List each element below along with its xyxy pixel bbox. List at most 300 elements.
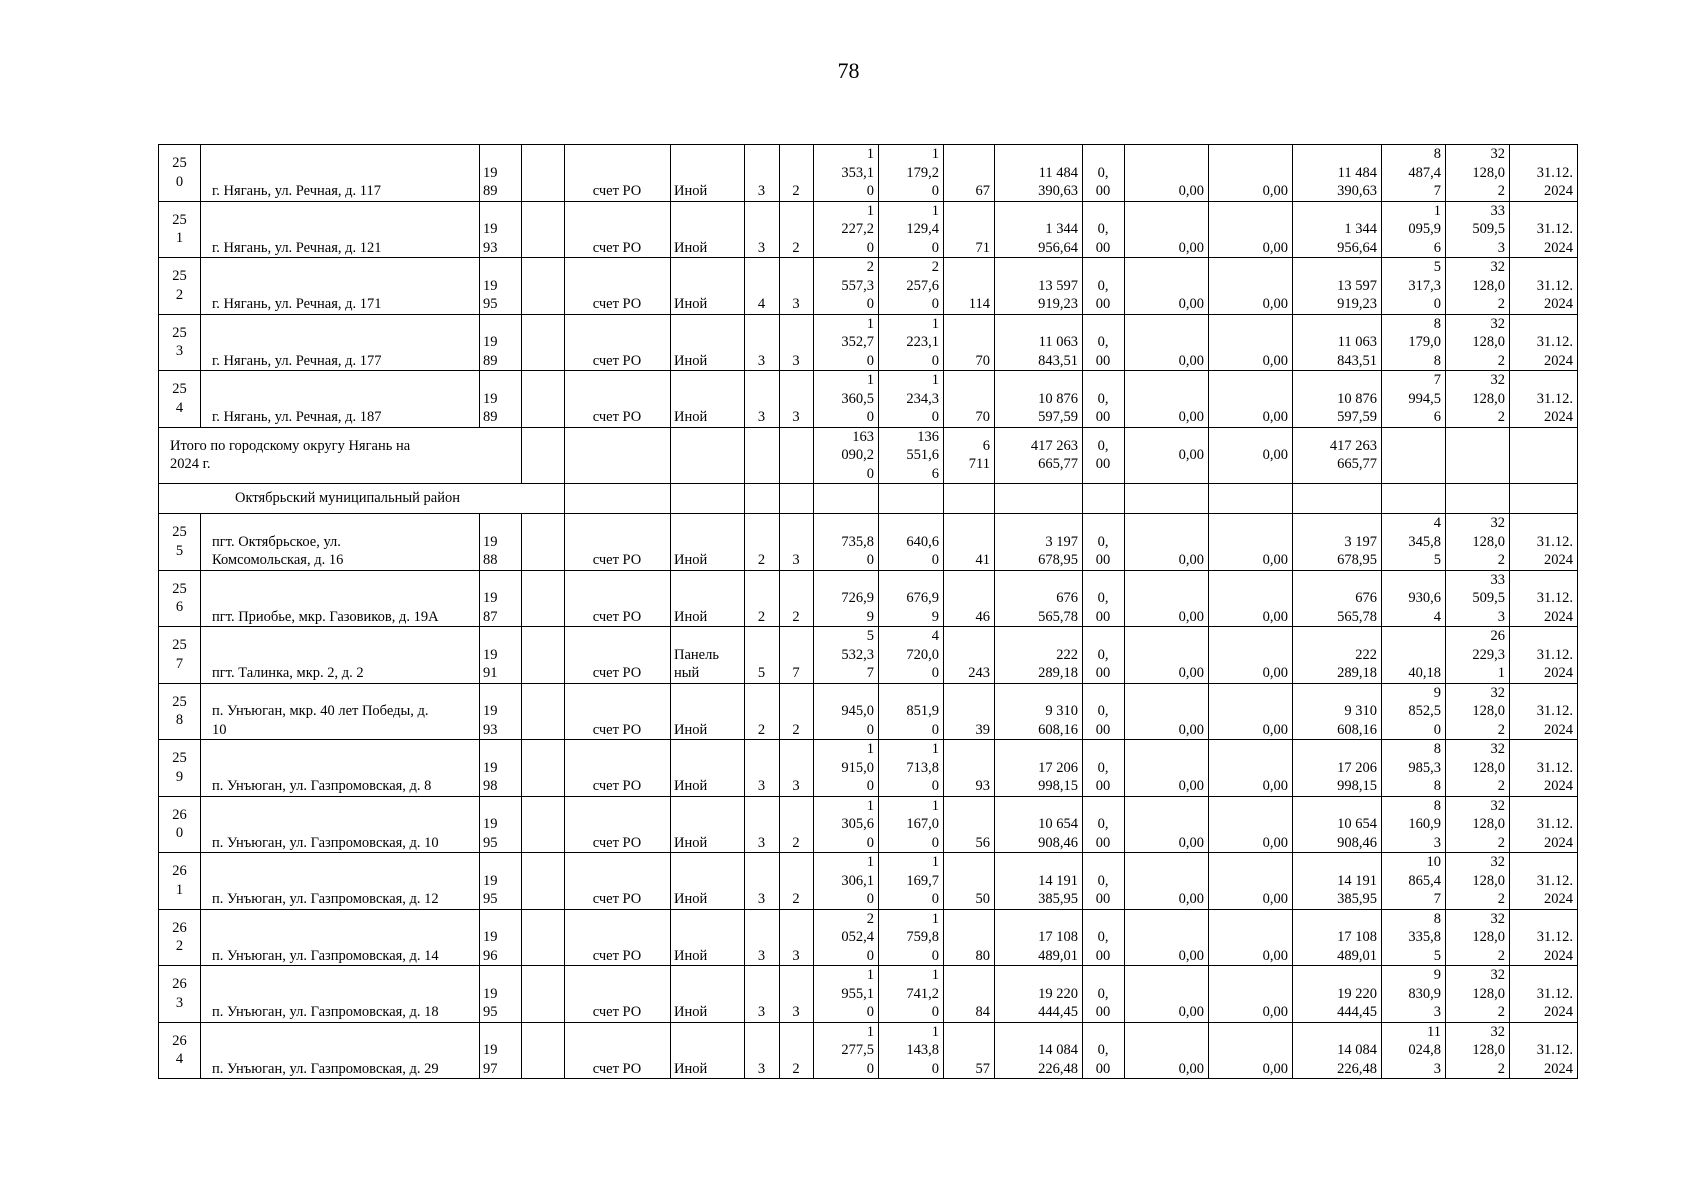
total-c12: 0, 00 [1083, 427, 1125, 484]
table-row [159, 371, 1578, 428]
cell-date: 31.12. 2024 [1510, 909, 1578, 966]
cell-unit: 4 345,8 5 [1382, 514, 1446, 571]
cell-fund: счет РО [565, 258, 671, 315]
cell-c12: 0, 00 [1083, 1022, 1125, 1079]
cell-cost2: 222 289,18 [1293, 627, 1382, 684]
cell-people: 70 [944, 314, 995, 371]
cell-mat: Иной [671, 201, 745, 258]
cell-limit: 32 128,0 2 [1446, 966, 1510, 1023]
cell-fund: счет РО [565, 314, 671, 371]
cell-people: 80 [944, 909, 995, 966]
cell-year: 19 95 [480, 258, 522, 315]
cell-limit: 32 128,0 2 [1446, 683, 1510, 740]
table-row [159, 966, 1578, 1023]
cell-unit: 8 179,0 8 [1382, 314, 1446, 371]
cell-mat: Иной [671, 796, 745, 853]
cell-ent: 2 [780, 853, 814, 910]
cell-mat: Иной [671, 514, 745, 571]
cell-limit: 32 128,0 2 [1446, 909, 1510, 966]
table-body-total [159, 427, 1578, 514]
cell-date: 31.12. 2024 [1510, 258, 1578, 315]
cell-floors: 3 [745, 201, 780, 258]
cell-unit: 8 160,9 3 [1382, 796, 1446, 853]
cell-c14: 0,00 [1209, 909, 1293, 966]
cell-addr: пгт. Приобье, мкр. Газовиков, д. 19А [201, 570, 480, 627]
cell-area2: 1 223,1 0 [879, 314, 944, 371]
cell-mat: Иной [671, 683, 745, 740]
table-row [159, 570, 1578, 627]
cell-area: 2 557,3 0 [814, 258, 879, 315]
cell-c3 [522, 627, 565, 684]
table-row [159, 514, 1578, 571]
cell-num: 26 4 [159, 1022, 201, 1079]
cell-area: 735,8 0 [814, 514, 879, 571]
cell-c13: 0,00 [1125, 627, 1209, 684]
cell-addr: пгт. Талинка, мкр. 2, д. 2 [201, 627, 480, 684]
cell-floors: 5 [745, 627, 780, 684]
cell-addr: п. Унъюган, ул. Газпромовская, д. 12 [201, 853, 480, 910]
total-cost2: 417 263 665,77 [1293, 427, 1382, 484]
cell-area: 1 277,5 0 [814, 1022, 879, 1079]
cell-num: 26 3 [159, 966, 201, 1023]
cell-date: 31.12. 2024 [1510, 796, 1578, 853]
cell-c3 [522, 740, 565, 797]
cell-fund: счет РО [565, 796, 671, 853]
cell-limit: 32 128,0 2 [1446, 371, 1510, 428]
cell-c14: 0,00 [1209, 570, 1293, 627]
cell-date: 31.12. 2024 [1510, 740, 1578, 797]
table-row [159, 683, 1578, 740]
cell-area2: 1 759,8 0 [879, 909, 944, 966]
cell-area2: 1 179,2 0 [879, 145, 944, 202]
cell-area2: 640,6 0 [879, 514, 944, 571]
cell-area2: 676,9 9 [879, 570, 944, 627]
total-people: 6 711 [944, 427, 995, 484]
cell-c12: 0, 00 [1083, 853, 1125, 910]
cell-area2: 1 234,3 0 [879, 371, 944, 428]
cell-year: 19 95 [480, 796, 522, 853]
cell-date: 31.12. 2024 [1510, 966, 1578, 1023]
cell-cost2: 676 565,78 [1293, 570, 1382, 627]
cell-cost: 11 063 843,51 [995, 314, 1083, 371]
cell-c14: 0,00 [1209, 145, 1293, 202]
cell-c3 [522, 570, 565, 627]
cell-c14: 0,00 [1209, 853, 1293, 910]
cell-fund: счет РО [565, 909, 671, 966]
cell-area2: 1 169,7 0 [879, 853, 944, 910]
table-body-a [159, 145, 1578, 428]
cell-cost2: 3 197 678,95 [1293, 514, 1382, 571]
cell-c3 [522, 145, 565, 202]
cell-num: 25 4 [159, 371, 201, 428]
cell-people: 50 [944, 853, 995, 910]
cell-floors: 3 [745, 1022, 780, 1079]
total-area2: 136 551,6 6 [879, 427, 944, 484]
cell-people: 41 [944, 514, 995, 571]
cell-mat: Панель ный [671, 627, 745, 684]
cell-addr: п. Унъюган, ул. Газпромовская, д. 18 [201, 966, 480, 1023]
cell-area: 1 305,6 0 [814, 796, 879, 853]
cell-ent: 3 [780, 740, 814, 797]
cell-date: 31.12. 2024 [1510, 201, 1578, 258]
cell-year: 19 93 [480, 201, 522, 258]
cell-cost: 19 220 444,45 [995, 966, 1083, 1023]
cell-floors: 3 [745, 853, 780, 910]
cell-area2: 1 167,0 0 [879, 796, 944, 853]
cell-ent: 2 [780, 201, 814, 258]
cell-addr: п. Унъюган, ул. Газпромовская, д. 14 [201, 909, 480, 966]
cell-cost: 10 876 597,59 [995, 371, 1083, 428]
cell-date: 31.12. 2024 [1510, 627, 1578, 684]
table-body-b [159, 514, 1578, 1079]
cell-num: 26 2 [159, 909, 201, 966]
cell-mat: Иной [671, 909, 745, 966]
cell-fund: счет РО [565, 853, 671, 910]
cell-unit: 8 487,4 7 [1382, 145, 1446, 202]
total-c14: 0,00 [1209, 427, 1293, 484]
cell-c13: 0,00 [1125, 966, 1209, 1023]
cell-limit: 32 128,0 2 [1446, 853, 1510, 910]
table-row [159, 145, 1578, 202]
cell-floors: 2 [745, 683, 780, 740]
cell-ent: 3 [780, 371, 814, 428]
cell-mat: Иной [671, 740, 745, 797]
cell-c3 [522, 258, 565, 315]
cell-ent: 2 [780, 796, 814, 853]
cell-cost: 1 344 956,64 [995, 201, 1083, 258]
cell-cost: 17 108 489,01 [995, 909, 1083, 966]
cell-ent: 3 [780, 966, 814, 1023]
cell-mat: Иной [671, 314, 745, 371]
cell-fund: счет РО [565, 514, 671, 571]
cell-unit: 7 994,5 6 [1382, 371, 1446, 428]
total-label: Итого по городскому округу Нягань на 2024 г. [159, 427, 522, 484]
cell-date: 31.12. 2024 [1510, 570, 1578, 627]
cell-c12: 0, 00 [1083, 796, 1125, 853]
cell-c13: 0,00 [1125, 314, 1209, 371]
cell-limit: 32 128,0 2 [1446, 796, 1510, 853]
cell-ent: 2 [780, 570, 814, 627]
cell-year: 19 87 [480, 570, 522, 627]
cell-c12: 0, 00 [1083, 966, 1125, 1023]
cell-ent: 2 [780, 1022, 814, 1079]
section-row [159, 484, 1578, 514]
cell-c12: 0, 00 [1083, 627, 1125, 684]
cell-cost2: 11 484 390,63 [1293, 145, 1382, 202]
cell-mat: Иной [671, 145, 745, 202]
cell-c3 [522, 966, 565, 1023]
cell-c13: 0,00 [1125, 514, 1209, 571]
cell-floors: 2 [745, 570, 780, 627]
cell-num: 25 0 [159, 145, 201, 202]
cell-num: 25 8 [159, 683, 201, 740]
cell-people: 46 [944, 570, 995, 627]
cell-c14: 0,00 [1209, 371, 1293, 428]
cell-c13: 0,00 [1125, 201, 1209, 258]
cell-addr: п. Унъюган, ул. Газпромовская, д. 8 [201, 740, 480, 797]
cell-num: 25 6 [159, 570, 201, 627]
cell-c3 [522, 796, 565, 853]
cell-area: 1 352,7 0 [814, 314, 879, 371]
cell-addr: г. Нягань, ул. Речная, д. 177 [201, 314, 480, 371]
cell-area2: 1 741,2 0 [879, 966, 944, 1023]
cell-floors: 2 [745, 514, 780, 571]
cell-unit: 9 852,5 0 [1382, 683, 1446, 740]
cell-area2: 851,9 0 [879, 683, 944, 740]
cell-fund: счет РО [565, 683, 671, 740]
cell-date: 31.12. 2024 [1510, 145, 1578, 202]
cell-c13: 0,00 [1125, 909, 1209, 966]
cell-num: 26 0 [159, 796, 201, 853]
cell-limit: 33 509,5 3 [1446, 570, 1510, 627]
cell-year: 19 88 [480, 514, 522, 571]
cell-addr: п. Унъюган, ул. Газпромовская, д. 10 [201, 796, 480, 853]
cell-area: 1 955,1 0 [814, 966, 879, 1023]
cell-cost2: 17 206 998,15 [1293, 740, 1382, 797]
cell-area: 1 360,5 0 [814, 371, 879, 428]
cell-c12: 0, 00 [1083, 570, 1125, 627]
cell-limit: 32 128,0 2 [1446, 258, 1510, 315]
cell-fund: счет РО [565, 627, 671, 684]
cell-c13: 0,00 [1125, 371, 1209, 428]
page-number: 78 [837, 58, 860, 83]
cell-area: 726,9 9 [814, 570, 879, 627]
total-c13: 0,00 [1125, 427, 1209, 484]
cell-addr: пгт. Октябрьское, ул. Комсомольская, д. 16 [201, 514, 480, 571]
cell-c13: 0,00 [1125, 796, 1209, 853]
cell-c12: 0, 00 [1083, 201, 1125, 258]
cell-c3 [522, 1022, 565, 1079]
cell-c13: 0,00 [1125, 853, 1209, 910]
cell-c13: 0,00 [1125, 258, 1209, 315]
cell-people: 67 [944, 145, 995, 202]
cell-floors: 3 [745, 314, 780, 371]
table-row [159, 740, 1578, 797]
cell-c12: 0, 00 [1083, 514, 1125, 571]
cell-cost: 222 289,18 [995, 627, 1083, 684]
cell-unit: 930,6 4 [1382, 570, 1446, 627]
cell-cost2: 19 220 444,45 [1293, 966, 1382, 1023]
cell-c3 [522, 909, 565, 966]
cell-cost2: 14 084 226,48 [1293, 1022, 1382, 1079]
table-row [159, 909, 1578, 966]
cell-year: 19 89 [480, 371, 522, 428]
total-row [159, 427, 1578, 484]
total-area: 163 090,2 0 [814, 427, 879, 484]
cell-date: 31.12. 2024 [1510, 514, 1578, 571]
cell-people: 57 [944, 1022, 995, 1079]
cell-c12: 0, 00 [1083, 909, 1125, 966]
cell-num: 25 1 [159, 201, 201, 258]
cell-c14: 0,00 [1209, 514, 1293, 571]
cell-c13: 0,00 [1125, 683, 1209, 740]
cell-year: 19 89 [480, 314, 522, 371]
cell-c3 [522, 853, 565, 910]
cell-area: 5 532,3 7 [814, 627, 879, 684]
cell-cost2: 9 310 608,16 [1293, 683, 1382, 740]
cell-c14: 0,00 [1209, 683, 1293, 740]
cell-ent: 3 [780, 258, 814, 315]
cell-area2: 2 257,6 0 [879, 258, 944, 315]
cell-c13: 0,00 [1125, 570, 1209, 627]
cell-ent: 3 [780, 514, 814, 571]
cell-people: 70 [944, 371, 995, 428]
cell-limit: 32 128,0 2 [1446, 1022, 1510, 1079]
cell-c14: 0,00 [1209, 1022, 1293, 1079]
total-cost: 417 263 665,77 [995, 427, 1083, 484]
cell-unit: 8 985,3 8 [1382, 740, 1446, 797]
cell-year: 19 95 [480, 966, 522, 1023]
cell-cost2: 1 344 956,64 [1293, 201, 1382, 258]
cell-floors: 3 [745, 740, 780, 797]
table-row [159, 627, 1578, 684]
cell-cost: 13 597 919,23 [995, 258, 1083, 315]
cell-addr: г. Нягань, ул. Речная, д. 121 [201, 201, 480, 258]
cell-cost2: 10 876 597,59 [1293, 371, 1382, 428]
section-label: Октябрьский муниципальный район [159, 484, 565, 514]
cell-addr: г. Нягань, ул. Речная, д. 117 [201, 145, 480, 202]
table-row [159, 201, 1578, 258]
cell-year: 19 97 [480, 1022, 522, 1079]
cell-year: 19 89 [480, 145, 522, 202]
cell-unit: 10 865,4 7 [1382, 853, 1446, 910]
table-row [159, 1022, 1578, 1079]
cell-mat: Иной [671, 371, 745, 428]
cell-area2: 4 720,0 0 [879, 627, 944, 684]
cell-fund: счет РО [565, 740, 671, 797]
cell-c3 [522, 371, 565, 428]
cell-ent: 2 [780, 683, 814, 740]
cell-people: 93 [944, 740, 995, 797]
cell-date: 31.12. 2024 [1510, 314, 1578, 371]
cell-c13: 0,00 [1125, 1022, 1209, 1079]
cell-limit: 26 229,3 1 [1446, 627, 1510, 684]
cell-floors: 3 [745, 371, 780, 428]
cell-c12: 0, 00 [1083, 740, 1125, 797]
table-row [159, 796, 1578, 853]
cell-c12: 0, 00 [1083, 314, 1125, 371]
cell-c14: 0,00 [1209, 796, 1293, 853]
cell-area: 1 915,0 0 [814, 740, 879, 797]
cell-ent: 7 [780, 627, 814, 684]
cell-limit: 32 128,0 2 [1446, 514, 1510, 571]
cell-area: 2 052,4 0 [814, 909, 879, 966]
cell-unit: 5 317,3 0 [1382, 258, 1446, 315]
cell-c14: 0,00 [1209, 627, 1293, 684]
cell-people: 71 [944, 201, 995, 258]
cell-cost2: 14 191 385,95 [1293, 853, 1382, 910]
cell-fund: счет РО [565, 1022, 671, 1079]
cell-area2: 1 143,8 0 [879, 1022, 944, 1079]
table-row [159, 853, 1578, 910]
cell-c14: 0,00 [1209, 740, 1293, 797]
cell-c14: 0,00 [1209, 966, 1293, 1023]
cell-mat: Иной [671, 1022, 745, 1079]
cell-cost: 676 565,78 [995, 570, 1083, 627]
cell-addr: п. Унъюган, мкр. 40 лет Победы, д. 10 [201, 683, 480, 740]
cell-mat: Иной [671, 966, 745, 1023]
cell-num: 25 7 [159, 627, 201, 684]
cell-area2: 1 713,8 0 [879, 740, 944, 797]
cell-area: 1 353,1 0 [814, 145, 879, 202]
cell-floors: 3 [745, 966, 780, 1023]
cell-fund: счет РО [565, 145, 671, 202]
cell-year: 19 96 [480, 909, 522, 966]
cell-c3 [522, 314, 565, 371]
cell-people: 114 [944, 258, 995, 315]
cell-unit: 1 095,9 6 [1382, 201, 1446, 258]
cell-date: 31.12. 2024 [1510, 1022, 1578, 1079]
cell-cost: 14 084 226,48 [995, 1022, 1083, 1079]
cell-unit: 40,18 [1382, 627, 1446, 684]
cell-floors: 4 [745, 258, 780, 315]
cell-cost2: 17 108 489,01 [1293, 909, 1382, 966]
cell-floors: 3 [745, 796, 780, 853]
cell-fund: счет РО [565, 966, 671, 1023]
cell-cost: 9 310 608,16 [995, 683, 1083, 740]
cell-num: 25 9 [159, 740, 201, 797]
cell-limit: 32 128,0 2 [1446, 314, 1510, 371]
cell-c12: 0, 00 [1083, 371, 1125, 428]
cell-fund: счет РО [565, 201, 671, 258]
program-table [158, 144, 1578, 1079]
cell-date: 31.12. 2024 [1510, 853, 1578, 910]
cell-people: 56 [944, 796, 995, 853]
cell-num: 25 3 [159, 314, 201, 371]
cell-unit: 9 830,9 3 [1382, 966, 1446, 1023]
cell-num: 26 1 [159, 853, 201, 910]
cell-floors: 3 [745, 145, 780, 202]
cell-cost: 3 197 678,95 [995, 514, 1083, 571]
cell-ent: 3 [780, 909, 814, 966]
cell-c13: 0,00 [1125, 740, 1209, 797]
cell-cost: 11 484 390,63 [995, 145, 1083, 202]
table-row [159, 258, 1578, 315]
cell-c12: 0, 00 [1083, 258, 1125, 315]
cell-c14: 0,00 [1209, 314, 1293, 371]
cell-year: 19 95 [480, 853, 522, 910]
cell-year: 19 98 [480, 740, 522, 797]
cell-c12: 0, 00 [1083, 683, 1125, 740]
cell-mat: Иной [671, 853, 745, 910]
cell-date: 31.12. 2024 [1510, 683, 1578, 740]
cell-fund: счет РО [565, 371, 671, 428]
cell-addr: г. Нягань, ул. Речная, д. 187 [201, 371, 480, 428]
cell-people: 243 [944, 627, 995, 684]
cell-fund: счет РО [565, 570, 671, 627]
cell-mat: Иной [671, 570, 745, 627]
cell-date: 31.12. 2024 [1510, 371, 1578, 428]
cell-ent: 3 [780, 314, 814, 371]
cell-people: 84 [944, 966, 995, 1023]
cell-unit: 8 335,8 5 [1382, 909, 1446, 966]
cell-area2: 1 129,4 0 [879, 201, 944, 258]
cell-area: 1 306,1 0 [814, 853, 879, 910]
cell-people: 39 [944, 683, 995, 740]
cell-cost2: 13 597 919,23 [1293, 258, 1382, 315]
cell-c3 [522, 683, 565, 740]
cell-num: 25 2 [159, 258, 201, 315]
cell-cost2: 11 063 843,51 [1293, 314, 1382, 371]
cell-cost: 10 654 908,46 [995, 796, 1083, 853]
cell-limit: 32 128,0 2 [1446, 740, 1510, 797]
cell-year: 19 91 [480, 627, 522, 684]
cell-cost2: 10 654 908,46 [1293, 796, 1382, 853]
cell-floors: 3 [745, 909, 780, 966]
cell-c12: 0, 00 [1083, 145, 1125, 202]
cell-c14: 0,00 [1209, 258, 1293, 315]
table-row [159, 314, 1578, 371]
